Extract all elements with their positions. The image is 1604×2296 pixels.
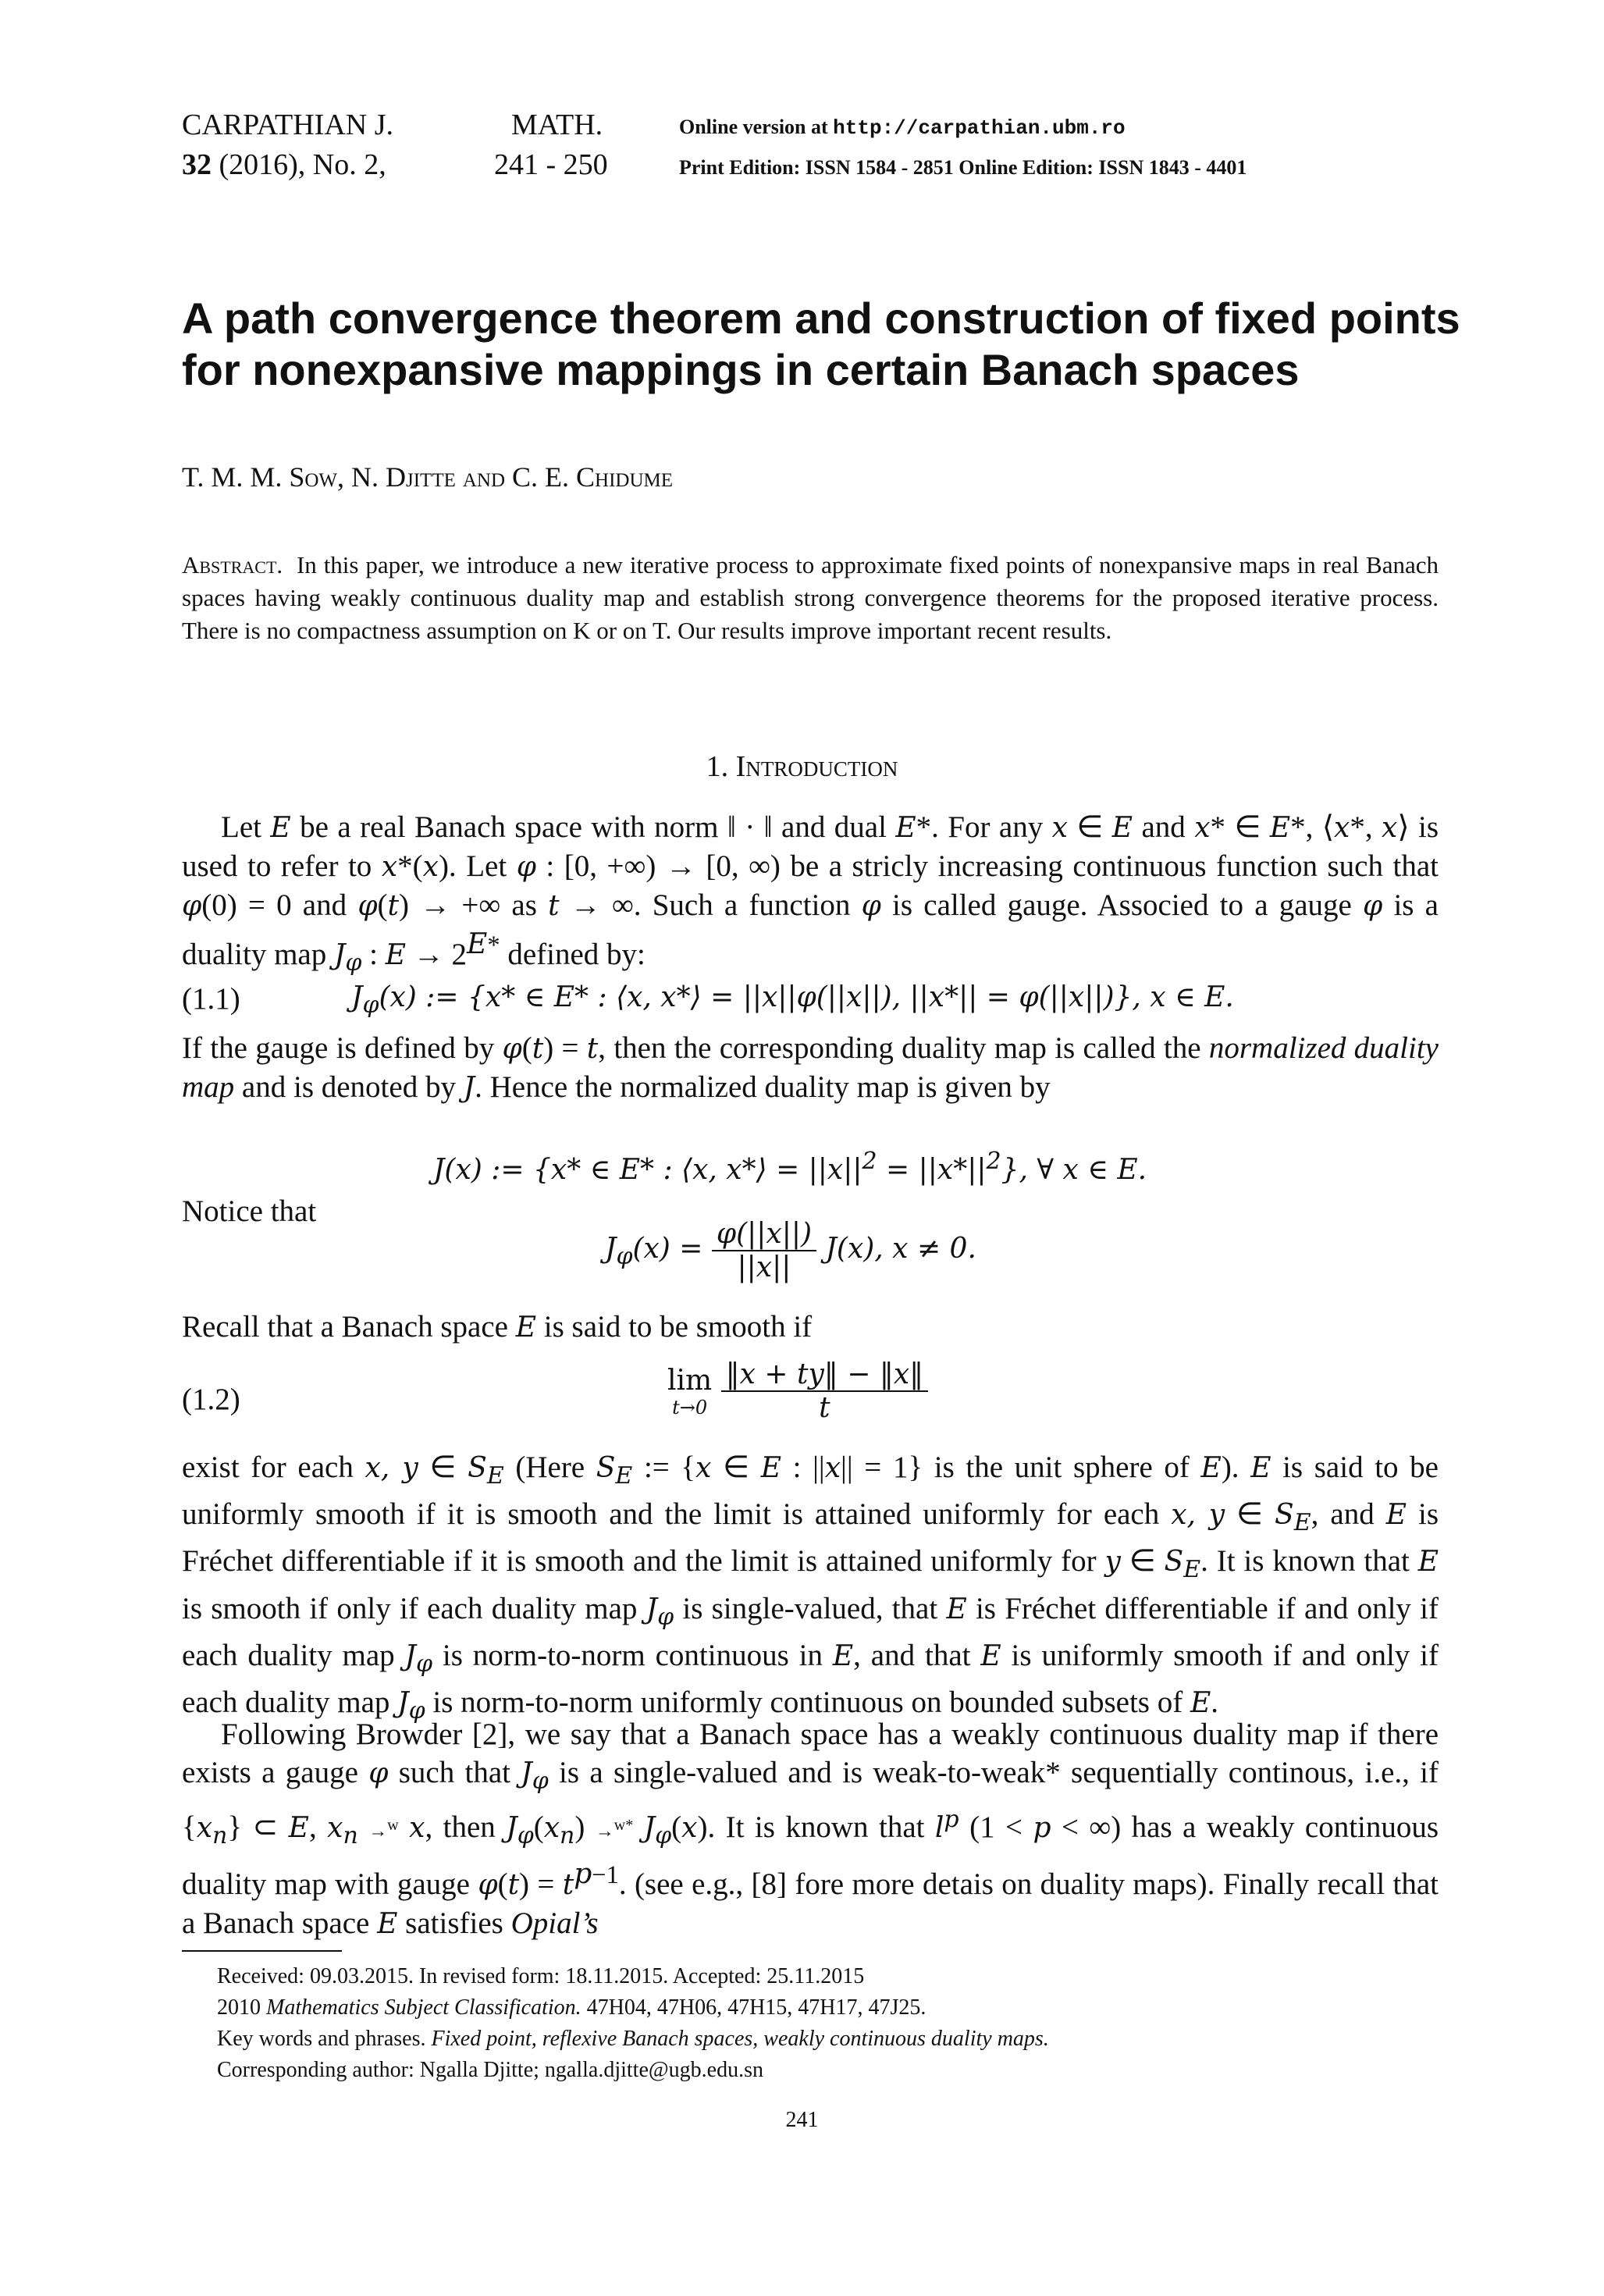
intro-paragraph-3: exist for each x, y ∈ $S_E$ (Here $S_E$ := {x ∈ E : ||x|| = 1} is the unit sphere of E). E is said to be uniformly smooth if it is smooth and the limit is attained uniformly for each x, y ∈ $S_E$, and E is Fréchet differentiable if it is smooth and the limit is attained uniformly for y ∈ $S_E$. It is known that E is smooth if only if each duality map $J_\varphi$ is single-valued, that E is Fréchet differentiable if and only if each duality map $J_\varphi$ is norm-to-norm continuous in E, and that E is uniformly smooth if and only if each duality map $J_\varphi$ is norm-to-norm uniformly continuous on bounded subsets of E. [182,1451,1439,1725]
equation-jphi-relation: $J_\varphi(x)$ = $\frac{\varphi(||x||)}{||x||}$ J(x), x ≠ 0. [605,1218,976,1283]
footnote-corresponding: Corresponding author: Ngalla Djitte; ngalla.djitte@ugb.edu.sn [217,2058,763,2082]
journal-math-label: MATH. [511,109,603,141]
smooth-definition-intro: Recall that a Banach space E is said to be smooth if [182,1310,813,1344]
page-number: 241 [785,2108,819,2132]
online-url[interactable]: http://carpathian.ubm.ro [833,116,1126,140]
keywords-label: Key words and phrases. [217,2027,426,2051]
msc-prefix: 2010 [217,1995,261,2020]
equation-label-1-1: (1.1) [182,982,240,1016]
abstract-label: Abstract. [182,551,283,578]
online-version [679,108,1126,148]
paper-title: A path convergence theorem and construction of fixed points for nonexpansive mappings in certain Banach spaces [182,294,1460,394]
msc-label: Mathematics Subject Classification. [266,1995,581,2020]
page-range: 241 - 250 [494,148,608,181]
intro-paragraph-2: If the gauge is defined by φ(t) = t, then the corresponding duality map is called the normalized duality map and is denoted by J. Hence the normalized duality map is given by [182,1031,1439,1104]
intro-paragraph-1: Let E be a real Banach space with norm ‖ · ‖ and dual E*. For any x ∈ E and x* ∈ E*, ⟨x*, x⟩ is used to refer to x*(x). Let φ : [0, +∞) → [0, ∞) be a stricly increasing continuous function such that φ(0) = 0 and φ(t) → +∞ as t → ∞. Such a function φ is called gauge. Associed to a gauge φ is a duality map $J_\varphi$ : $E \to 2^{E*}$ defined by: [182,810,1439,977]
equation-1-2: lim t→0 $\frac{‖x + ty‖ - ‖x‖}{t}$ [667,1358,928,1424]
journal-name: CARPATHIAN J. [182,109,393,141]
keywords-text: Fixed point, reflexive Banach spaces, weakly continuous duality maps. [431,2027,1049,2051]
footnote-received: Received: 09.03.2015. In revised form: 18.11.2015. Accepted: 25.11.2015 [217,1964,865,1988]
equation-label-1-2: (1.2) [182,1383,240,1416]
journal-volume [182,145,386,184]
section-heading: 1. Introduction [706,750,898,783]
footnote-msc [217,1992,1435,2024]
footnotes [217,1961,1435,2086]
volume-rest: (2016), No. 2, [219,148,386,181]
issn-line: Print Edition: ISSN 1584 - 2851 Online Edition: ISSN 1843 - 4401 [679,156,1247,179]
volume-number: 32 [182,148,212,181]
footnote-rule [182,1950,342,1952]
equation-1-1: $J_\varphi(x)$ := {x* ∈ E* : ⟨x, x*⟩ = ||x||φ(||x||), ||x*|| = φ(||x||)}, x ∈ E. [351,981,1234,1020]
footnote-keywords [217,2024,1435,2055]
equation-normalized-duality: J(x) := {x* ∈ E* : ⟨x, x*⟩ = $||x||^2 = ||x*||^2$}, ∀ x ∈ E. [433,1148,1147,1186]
msc-codes: 47H04, 47H06, 47H15, 47H17, 47J25. [586,1995,926,2020]
intro-paragraph-4: Following Browder [2], we say that a Banach space has a weakly continuous duality map if there exists a gauge φ such that $J_\varphi$ is a single-valued and is weak-to-weak* sequentially continous, i.e., if $\{x_n\}$ ⊂ E, $x_n \to^w$ x, then $J_\varphi(x_n) \to^{w*}$ $J_\varphi(x)$. It is known that $l^p$ (1 < p < ∞) has a weakly continuous duality map with gauge $\varphi(t) = t^{p-1}$. (see e.g., [8] fore more detais on duality maps). Finally recall that a Banach space E satisfies Opial’s [182,1718,1439,1941]
online-prefix: Online version at [679,116,828,138]
abstract [182,549,1439,647]
notice-that: Notice that [182,1194,317,1228]
abstract-text: In this paper, we introduce a new iterative process to approximate fixed points of nonexpansive maps in real Banach spaces having weakly continuous duality map and establish strong convergence theorems for the proposed iterative process. There is no compactness assumption on K or on T. Our results improve important recent results. [182,551,1439,644]
author-list: T. M. M. Sow, N. Djitte and C. E. Chidume [182,461,674,493]
